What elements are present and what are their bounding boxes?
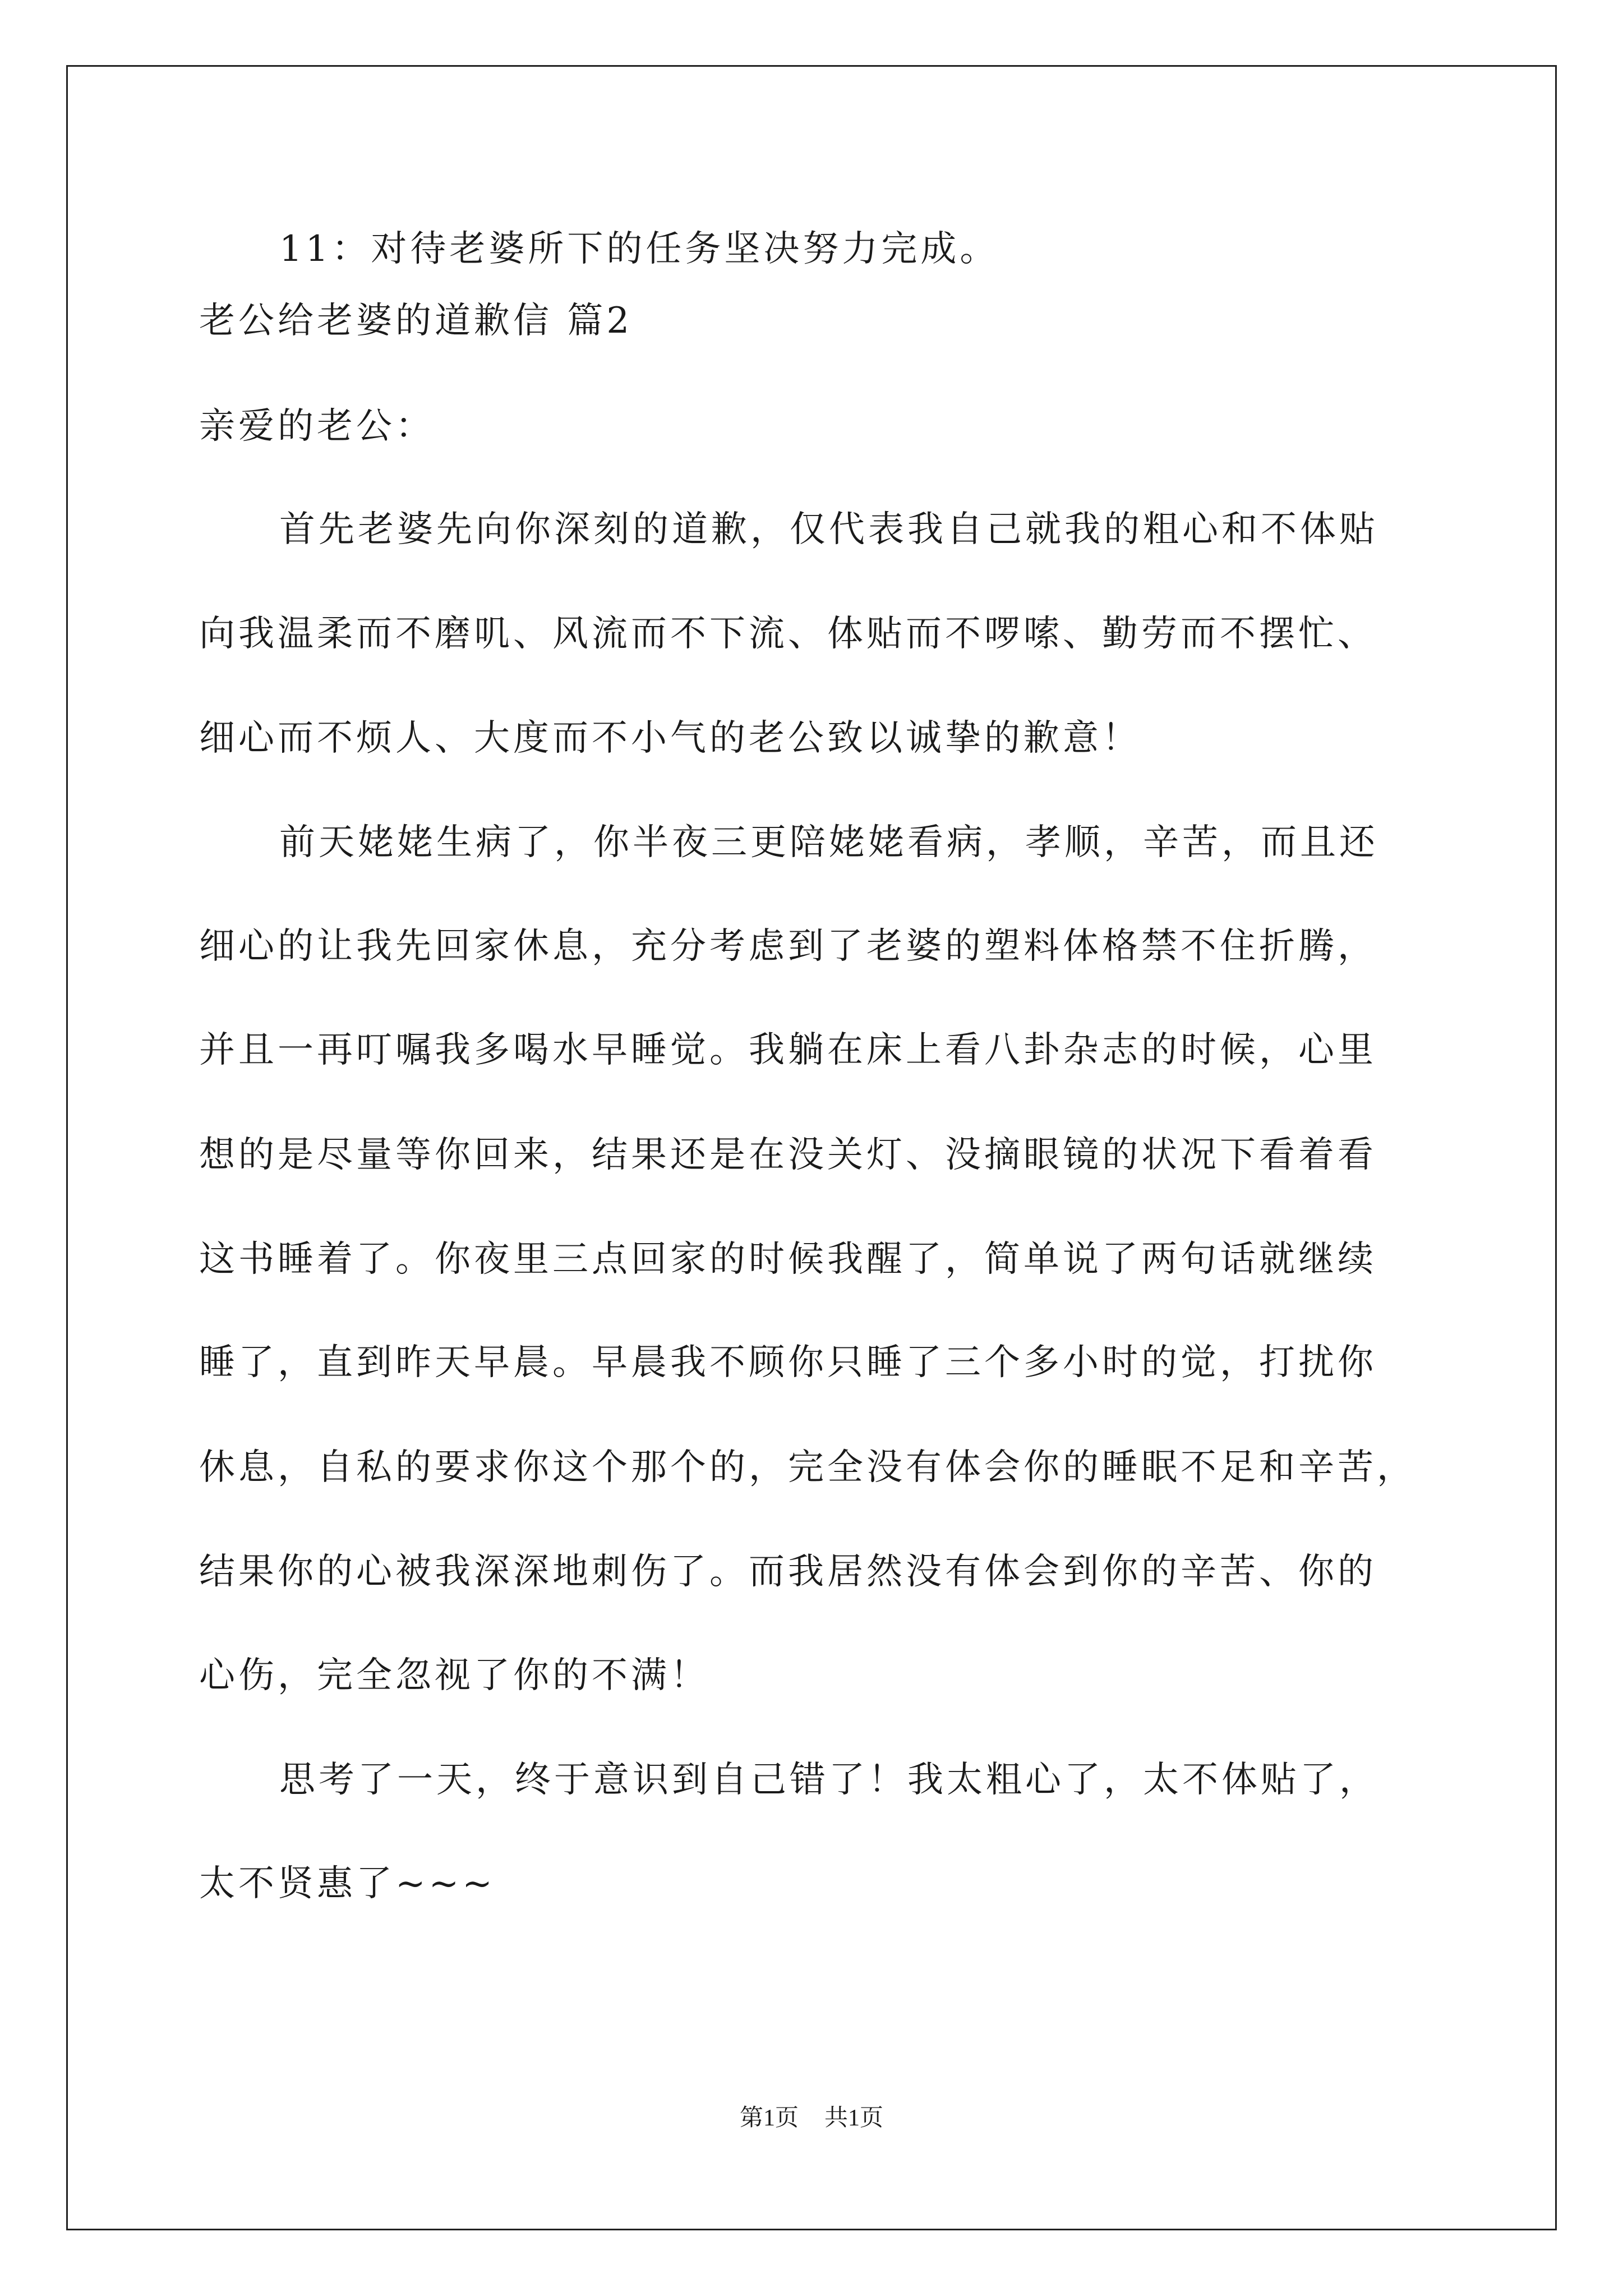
paragraph-line: 想的是尽量等你回来，结果还是在没关灯、没摘眼镜的状况下看着看 xyxy=(199,1134,1377,1176)
paragraph-line: 思考了一天，终于意识到自己错了！我太粗心了，太不体贴了， xyxy=(279,1759,1378,1801)
page-total: 共1页 xyxy=(824,2105,884,2131)
paragraph-line: 休息，自私的要求你这个那个的，完全没有体会你的睡眠不足和辛苦， xyxy=(199,1447,1416,1488)
paragraph-line: 睡了，直到昨天早晨。早晨我不顾你只睡了三个多小时的觉，打扰你 xyxy=(199,1342,1377,1383)
paragraph-line: 细心的让我先回家休息，充分考虑到了老婆的塑料体格禁不住折腾， xyxy=(199,926,1377,967)
paragraph-line: 心伤，完全忽视了你的不满！ xyxy=(199,1655,709,1696)
paragraph-line: 这书睡着了。你夜里三点回家的时候我醒了，简单说了两句话就继续 xyxy=(199,1239,1377,1280)
paragraph-line: 并且一再叮嘱我多喝水早睡觉。我躺在床上看八卦杂志的时候，心里 xyxy=(199,1029,1377,1071)
paragraph-line: 向我温柔而不磨叽、风流而不下流、体贴而不啰嗦、勤劳而不摆忙、 xyxy=(199,613,1377,655)
page-number: 第1页 xyxy=(739,2105,799,2131)
paragraph-line: 细心而不烦人、大度而不小气的老公致以诚挚的歉意！ xyxy=(199,717,1141,759)
paragraph-line: 太不贤惠了~~~ xyxy=(199,1863,496,1904)
paragraph-line: 首先老婆先向你深刻的道歉，仅代表我自己就我的粗心和不体贴 xyxy=(279,509,1378,550)
page-footer xyxy=(0,2099,1623,2133)
paragraph-line: 前天姥姥生病了，你半夜三更陪姥姥看病，孝顺，辛苦，而且还 xyxy=(279,822,1378,863)
salutation: 亲爱的老公： xyxy=(199,406,435,447)
section-heading: 老公给老婆的道歉信 篇2 xyxy=(199,300,633,342)
paragraph-line: 结果你的心被我深深地刺伤了。而我居然没有体会到你的辛苦、你的 xyxy=(199,1551,1377,1593)
list-item-11: 11：对待老婆所下的任务坚决努力完成。 xyxy=(279,228,999,270)
